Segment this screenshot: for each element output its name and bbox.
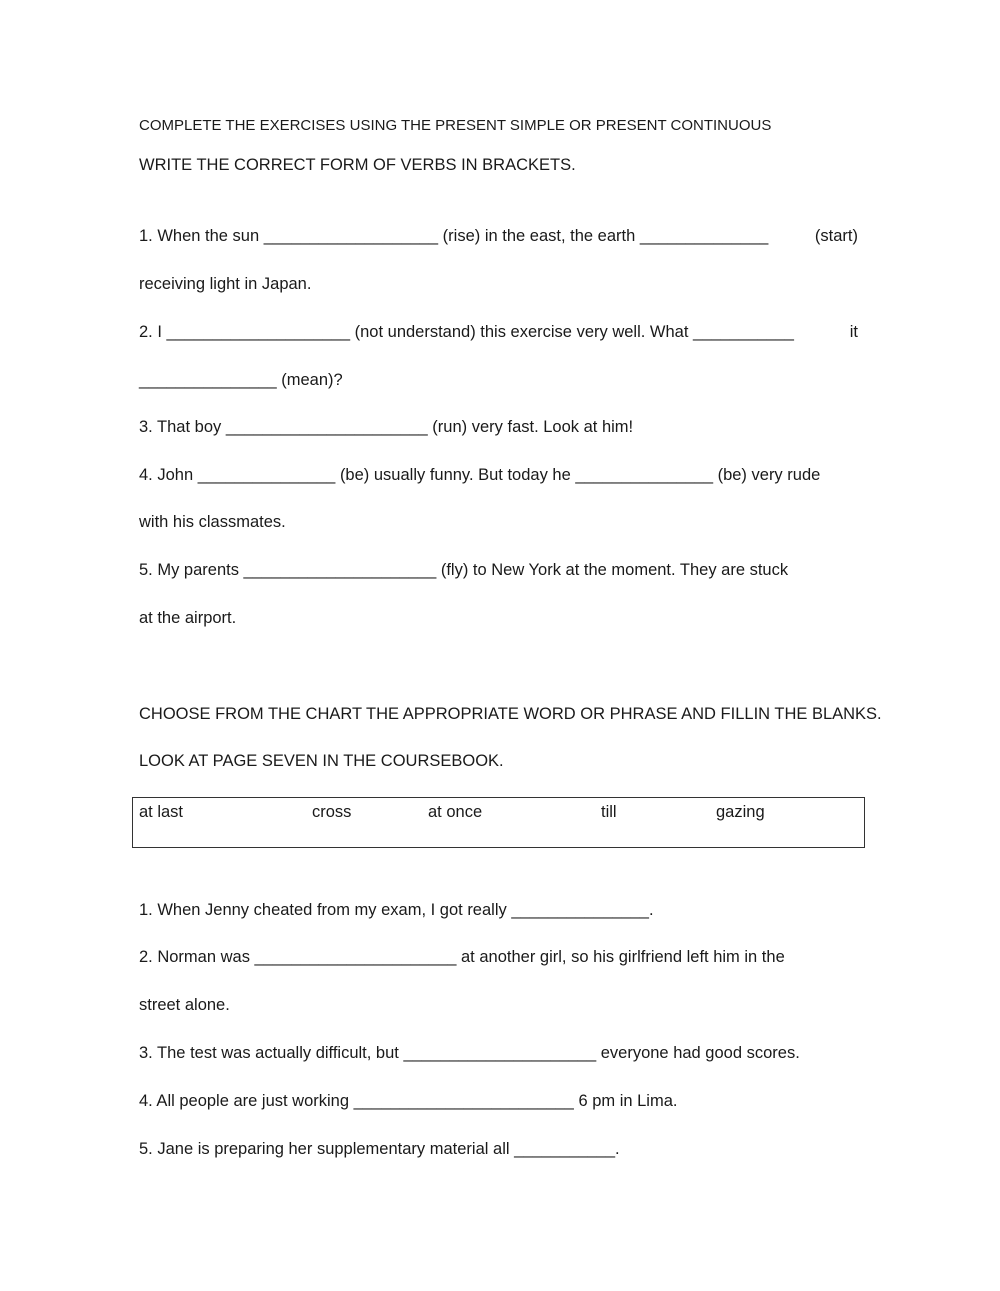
word-bank-item: cross <box>312 803 352 821</box>
part2-question-2: 2. Norman was ______________________ at another girl, so his girlfriend left him in the <box>139 948 785 966</box>
part2-question-3: 3. The test was actually difficult, but _____________________ everyone had good scores. <box>139 1044 800 1062</box>
instruction-heading-2: WRITE THE CORRECT FORM OF VERBS IN BRACKETS. <box>139 156 576 174</box>
instruction-heading-4: LOOK AT PAGE SEVEN IN THE COURSEBOOK. <box>139 752 504 770</box>
part1-q2-end: it <box>849 323 858 341</box>
part1-question-3: 3. That boy ______________________ (run) very fast. Look at him! <box>139 418 634 436</box>
part1-question-5-cont: at the airport. <box>139 609 237 627</box>
part1-question-1 <box>139 226 858 246</box>
word-bank-item: at last <box>139 803 184 821</box>
part1-question-4-cont: with his classmates. <box>139 513 286 531</box>
word-bank-item: gazing <box>716 803 765 821</box>
part1-question-4: 4. John _______________ (be) usually funny. But today he _______________ (be) very rude <box>139 466 821 484</box>
part1-q1-text: 1. When the sun ___________________ (rise) in the east, the earth ______________ <box>139 227 769 245</box>
instruction-heading-3: CHOOSE FROM THE CHART THE APPROPRIATE WORD OR PHRASE AND FILLIN THE BLANKS. <box>139 705 882 723</box>
word-bank-item: at once <box>428 803 483 821</box>
part1-q1-end: (start) <box>814 227 858 245</box>
part1-question-2-cont: _______________ (mean)? <box>139 371 343 389</box>
word-bank-item: till <box>601 803 617 821</box>
instruction-heading-1: COMPLETE THE EXERCISES USING THE PRESENT SIMPLE OR PRESENT CONTINUOUS <box>139 117 772 134</box>
part1-question-5: 5. My parents _____________________ (fly) to New York at the moment. They are stuck <box>139 561 789 579</box>
part2-question-5: 5. Jane is preparing her supplementary material all ___________. <box>139 1140 620 1158</box>
part2-question-4: 4. All people are just working ________________________ 6 pm in Lima. <box>139 1092 678 1110</box>
word-bank-box <box>132 797 865 848</box>
part1-q2-text: 2. I ____________________ (not understand) this exercise very well. What ___________ <box>139 323 794 341</box>
part1-question-1-cont: receiving light in Japan. <box>139 275 312 293</box>
part2-question-1: 1. When Jenny cheated from my exam, I got really _______________. <box>139 901 654 919</box>
part1-question-2 <box>139 322 858 342</box>
part2-question-2-cont: street alone. <box>139 996 230 1014</box>
